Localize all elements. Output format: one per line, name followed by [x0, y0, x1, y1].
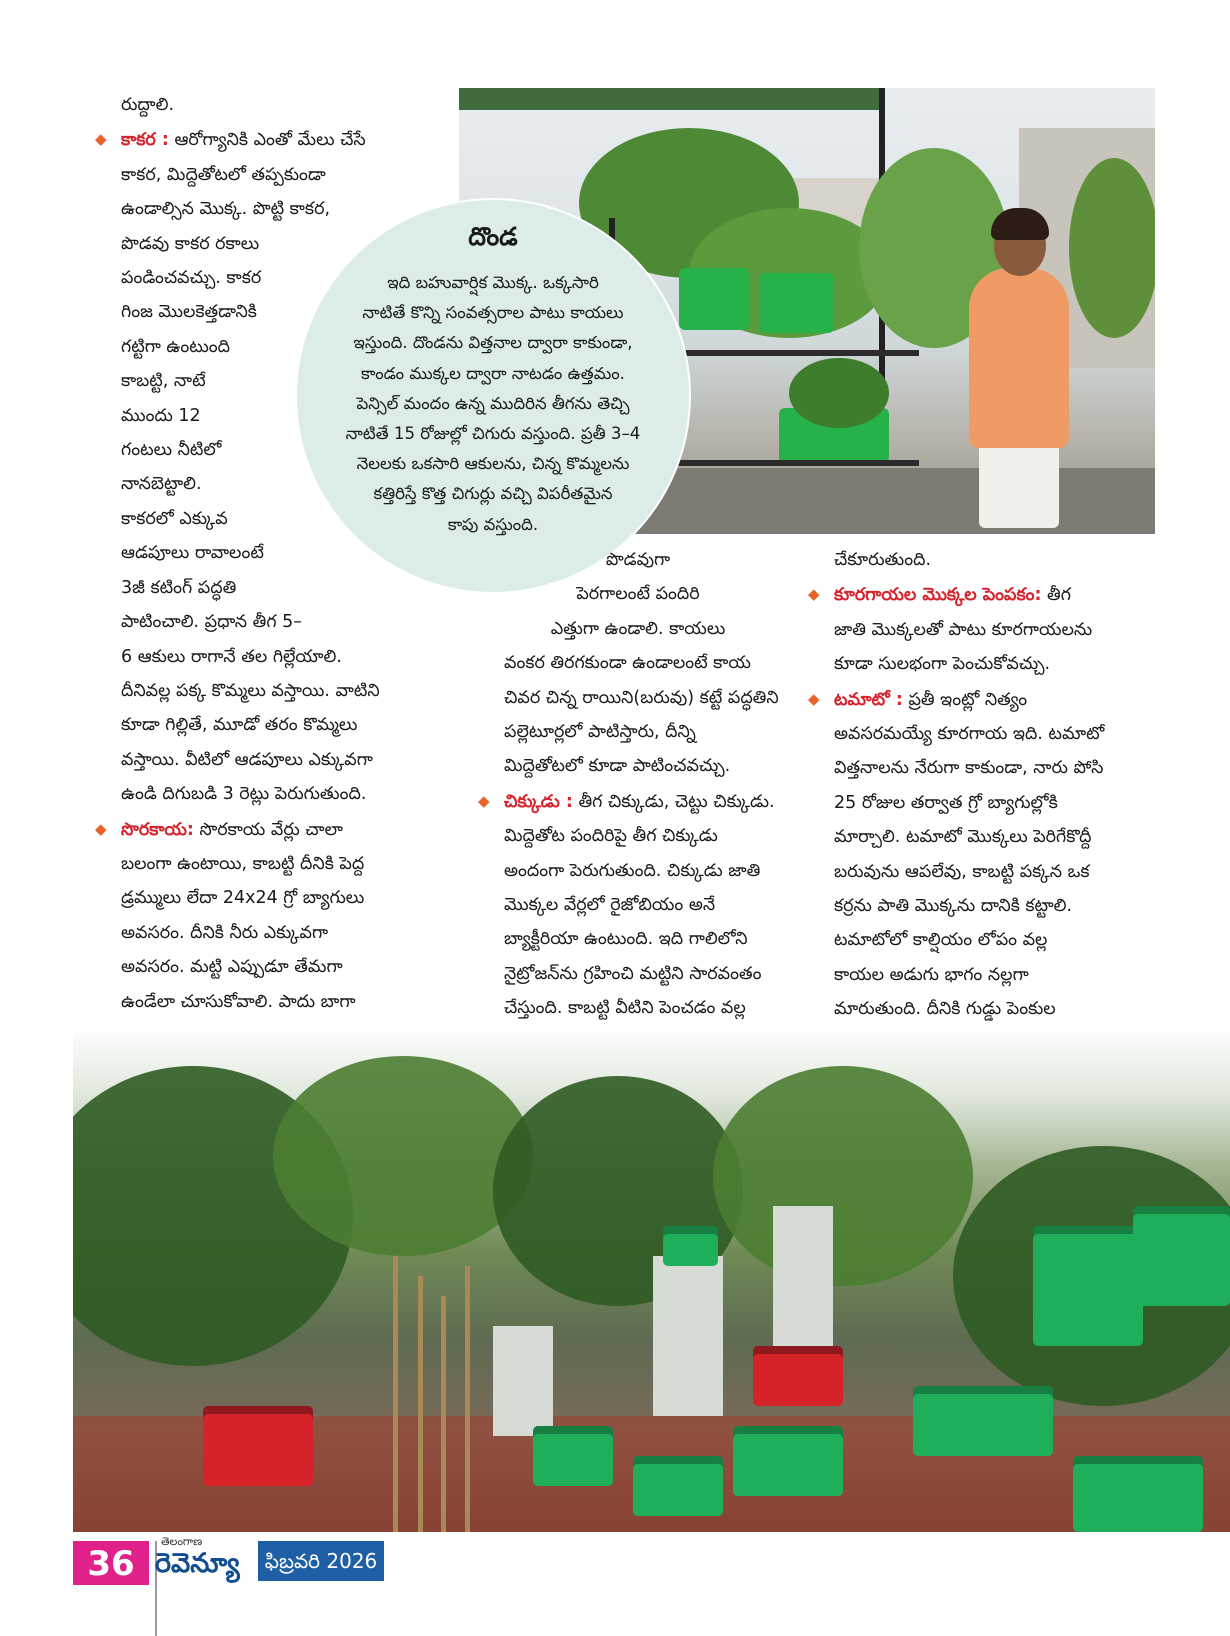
text-line: ముందు 12	[121, 405, 201, 426]
text-line: పాటించాలి. ప్రధాన తీగ 5–	[121, 612, 302, 633]
callout-line: కాపు వస్తుంది.	[447, 514, 539, 534]
text-line: జాతి మొక్కలతో పాటు కూరగాయలను	[834, 619, 1093, 640]
grow-bag	[663, 1226, 718, 1266]
person	[969, 268, 1069, 448]
plant-stand	[653, 1256, 723, 1416]
tree-foliage	[713, 1066, 973, 1286]
text-line: కాయల అడుగు భాగం నల్లగా	[834, 964, 1029, 985]
text-line: 25 రోజుల తర్వాత గ్రో బ్యాగుల్లోకి	[834, 792, 1058, 813]
grow-bag	[913, 1386, 1053, 1456]
text-line: గంటలు నీటిలో	[121, 440, 222, 461]
keyword-chikkudu: చిక్కుడు :	[504, 791, 573, 812]
diamond-bullet-icon: ◆	[808, 689, 820, 708]
text-line: పల్లెటూర్లలో పాటిస్తారు, దీన్ని	[504, 722, 696, 743]
callout-line: నెలలకు ఒకసారి ఆకులను, చిన్న కొమ్మలను	[356, 454, 630, 474]
callout-line: ఇది బహువార్షిక మొక్క. ఒక్కసారి	[387, 273, 599, 292]
grow-bag	[1073, 1456, 1203, 1532]
text-line: మారుతుంది. దీనికి గుడ్డు పెంకుల	[834, 999, 1056, 1020]
support-stick	[441, 1296, 446, 1532]
text-line: కూడా సులభంగా పెంచుకోవచ్చు.	[834, 654, 1051, 675]
text-line: అందంగా పెరుగుతుంది. చిక్కుడు జాతి	[504, 860, 761, 881]
publication-subtitle: తెలంగాణ	[161, 1535, 203, 1548]
diamond-bullet-icon: ◆	[478, 791, 490, 810]
person	[979, 438, 1059, 528]
grow-bag	[633, 1456, 723, 1516]
grow-bag	[533, 1426, 613, 1486]
text-line: కాకరలో ఎక్కువ	[121, 508, 228, 529]
text-line: ఉండి దిగుబడి 3 రెట్లు పెరుగుతుంది.	[121, 784, 367, 805]
text-line: దీనివల్ల పక్క కొమ్మలు వస్తాయి. వాటిని	[121, 680, 380, 701]
text-line: కూడా గిల్లితే, మూడో తరం కొమ్మలు	[121, 715, 358, 736]
grow-bag	[733, 1426, 843, 1496]
callout-line: నాటితే 15 రోజుల్లో చిగురు వస్తుంది. ప్రతీ 3–4	[345, 424, 641, 444]
text-line: నానబెట్టాలి.	[121, 474, 202, 495]
text-line: డ్రమ్ములు లేదా 24x24 గ్రో బ్యాగులు	[121, 888, 365, 909]
shade-net	[459, 88, 879, 110]
column-2	[478, 543, 778, 1060]
section-chikkudu	[478, 784, 778, 819]
support-stick	[418, 1276, 423, 1532]
text-line: ఎత్తుగా ఉండాలి. కాయలు	[550, 618, 726, 639]
tree-foliage	[273, 1056, 533, 1256]
grow-bag	[753, 1346, 843, 1406]
text-line: విత్తనాలను నేరుగా కాకుండా, నారు పోసి	[834, 758, 1104, 779]
text-line: అవసరమయ్యే కూరగాయ ఇది. టమాటో	[834, 724, 1105, 745]
grow-bag	[679, 268, 749, 330]
text-line: కాబట్టి, నాటే	[121, 371, 206, 392]
text-line: కాకర, మిద్దెతోటలో తప్పకుండా	[121, 164, 326, 185]
issue-date: ఫిబ్రవరి 2026	[258, 1541, 384, 1581]
callout-line: పెన్సిల్ మందం ఉన్న ముదిరిన తీగను తెచ్చి	[356, 393, 630, 413]
callout-title: దొండ	[468, 222, 518, 251]
text-line: పొడవుగా	[605, 550, 671, 570]
text-line: రుద్దాలి.	[121, 95, 175, 115]
keyword-kakara: కాకర :	[121, 130, 169, 151]
keyword-sorakaya: సొరకాయ:	[121, 819, 194, 840]
plant-foliage	[789, 358, 889, 428]
text-line: పండించవచ్చు. కాకర	[121, 268, 262, 289]
plant-stand	[493, 1326, 553, 1436]
text-line: ఆడపూలు రావాలంటే	[121, 543, 264, 564]
text-line: సొరకాయ వేర్లు చాలా	[193, 819, 343, 840]
text-line: 3జీ కటింగ్ పద్ధతి	[121, 577, 237, 598]
diamond-bullet-icon: ◆	[95, 130, 107, 149]
plant-stand	[773, 1206, 833, 1346]
text-line: కర్రను పాతి మొక్కను దానికి కట్టాలి.	[834, 896, 1073, 917]
callout-body	[297, 268, 689, 540]
page-number: 36	[73, 1541, 149, 1585]
text-line: చేకూరుతుంది.	[834, 550, 932, 570]
support-stick	[465, 1266, 470, 1532]
keyword-kuragaya: కూరగాయల మొక్కల పెంపకం:	[834, 585, 1042, 606]
keyword-tomato: టమాటో :	[834, 689, 903, 710]
section-tomato	[808, 682, 1104, 717]
publication-logo: రెవెన్యూ	[155, 1548, 240, 1579]
text-line: ఆరోగ్యానికి ఎంతో మేలు చేసే	[168, 130, 366, 151]
text-line: వస్తాయి. వీటిలో ఆడపూలు ఎక్కువగా	[121, 749, 373, 770]
grow-bag	[203, 1406, 313, 1486]
text-line: ఉండాల్సిన మొక్క. పొట్టి కాకర,	[121, 199, 331, 220]
section-kakara	[95, 122, 380, 157]
text-line: చివర చిన్న రాయిని(బరువు) కట్టే పద్ధతిని	[504, 687, 779, 708]
plant-shelf	[649, 460, 919, 466]
text-line: పొడవు కాకర రకాలు	[121, 233, 260, 254]
text-line: అవసరం. దీనికి నీరు ఎక్కువగా	[121, 922, 329, 943]
text-line: చేస్తుంది. కాబట్టి వీటిని పెంచడం వల్ల	[504, 998, 746, 1019]
text-line: బరువును ఆపలేవు, కాబట్టి పక్కన ఒక	[834, 861, 1090, 882]
grow-bag	[1033, 1226, 1143, 1346]
callout-line: కత్తిరిస్తే కొత్త చిగుర్లు వచ్చి విపరీతమైన	[373, 484, 613, 504]
text-line: మొక్కల వేర్లలో రైజోబియం అనే	[504, 895, 716, 916]
column-3	[808, 543, 1104, 1061]
text-line: గింజ మొలకెత్తడానికి	[121, 302, 257, 323]
text-line: మిద్దెతోట పందిరిపై తీగ చిక్కుడు	[504, 826, 718, 847]
text-line: బలంగా ఉంటాయి, కాబట్టి దీనికి పెద్ద	[121, 853, 365, 874]
text-line: ప్రతీ ఇంట్లో నిత్యం	[902, 689, 1028, 710]
support-stick	[393, 1256, 398, 1532]
section-sorakaya	[95, 812, 380, 847]
text-line: 6 ఆకులు రాగానే తల గిల్లేయాలి.	[121, 646, 342, 667]
callout-donda	[297, 200, 689, 592]
text-line: బ్యాక్టీరియా ఉంటుంది. ఇది గాలిలోని	[504, 929, 748, 950]
text-line: వంకర తిరగకుండా ఉండాలంటే కాయ	[504, 653, 751, 674]
callout-line: నాటితే కొన్ని సంవత్సరాల పాటు కాయలు	[362, 303, 624, 323]
grow-bag	[759, 273, 834, 333]
text-line: మార్చాలి. టమాటో మొక్కలు పెరిగేకొద్దీ	[834, 827, 1092, 848]
text-line: పెరగాలంటే పందిరి	[576, 584, 700, 605]
text-line: తీగ చిక్కుడు, చెట్టు చిక్కుడు.	[572, 791, 775, 812]
plant-shelf	[659, 350, 919, 356]
diamond-bullet-icon: ◆	[808, 585, 820, 604]
diamond-bullet-icon: ◆	[95, 819, 107, 838]
text-line: ఉండేలా చూసుకోవాలి. పాదు బాగా	[121, 991, 356, 1012]
text-line: గట్టిగా ఉంటుంది	[121, 336, 231, 357]
text-line: అవసరం. మట్టి ఎప్పుడూ తేమగా	[121, 957, 343, 978]
text-line: తీగ	[1041, 585, 1071, 606]
callout-line: ఇస్తుంది. దొండను విత్తనాల ద్వారా కాకుండా,	[353, 333, 633, 353]
grow-bag	[1133, 1206, 1230, 1306]
text-line: టమాటోలో కాల్షియం లోపం వల్ల	[834, 930, 1048, 951]
plant-foliage	[1069, 158, 1155, 338]
callout-line: కాండం ముక్కల ద్వారా నాటడం ఉత్తమం.	[361, 363, 625, 383]
text-line: నైట్రోజన్‌ను గ్రహించి మట్టిని సారవంతం	[504, 963, 762, 984]
garden-photo-bottom	[73, 1026, 1230, 1532]
section-kuragaya	[808, 577, 1104, 612]
text-line: మిద్దెతోటలో కూడా పాటించవచ్చు.	[504, 756, 731, 777]
